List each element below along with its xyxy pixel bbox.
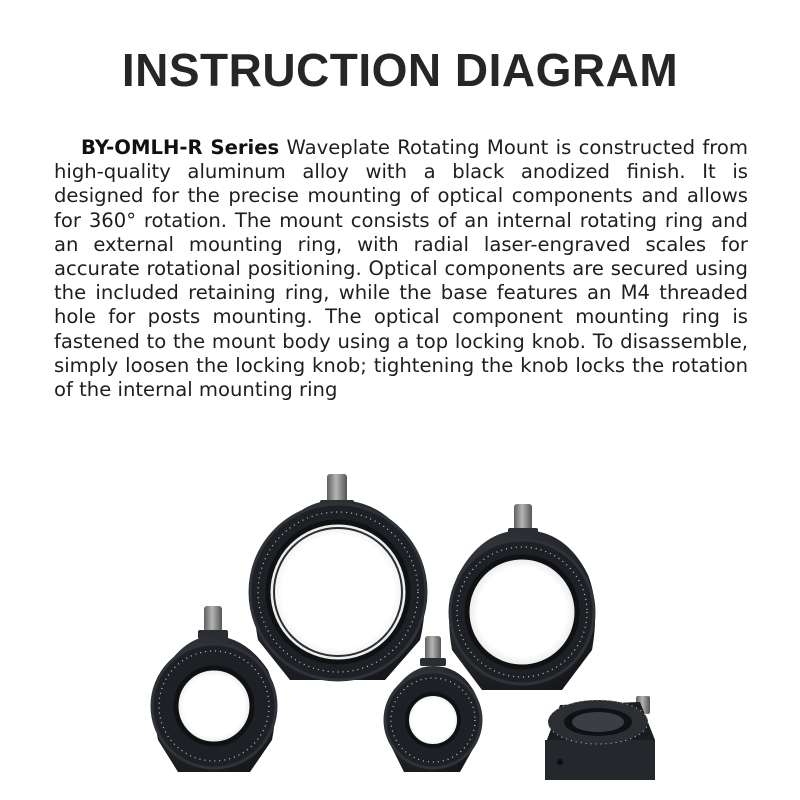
product-photo [0, 460, 800, 800]
m4-threaded-hole [557, 759, 563, 765]
right-rotating-mount [449, 504, 595, 690]
locking-knob-icon [204, 606, 222, 632]
lying-rotating-mount [545, 696, 655, 780]
page-title: INSTRUCTION DIAGRAM [121, 44, 679, 96]
large-rotating-mount [250, 474, 426, 680]
locking-knob-icon [514, 504, 532, 530]
description-text: Waveplate Rotating Mount is constructed from high-quality aluminum alloy with a black anodized finish. It is designed for the precise mounting of optical components and allows for 360° rotation. The mount consists of an internal rotating ring and an external mounting ring, with radial laser-engraved scales for accurate rotational positioning. Optical components are secured using the included retaining ring, while the base features an M4 threaded hole for posts mounting. The optical component mounting ring is fastened to the mount body using a top locking knob. To disassemble, simply loosen the locking knob; tightening the knob locks the rotation of the internal mounting ring [54, 136, 748, 402]
locking-knob-icon [327, 474, 347, 504]
description-paragraph [54, 136, 748, 402]
series-name: BY-OMLH-R Series [81, 136, 280, 159]
locking-knob-icon [425, 636, 441, 660]
